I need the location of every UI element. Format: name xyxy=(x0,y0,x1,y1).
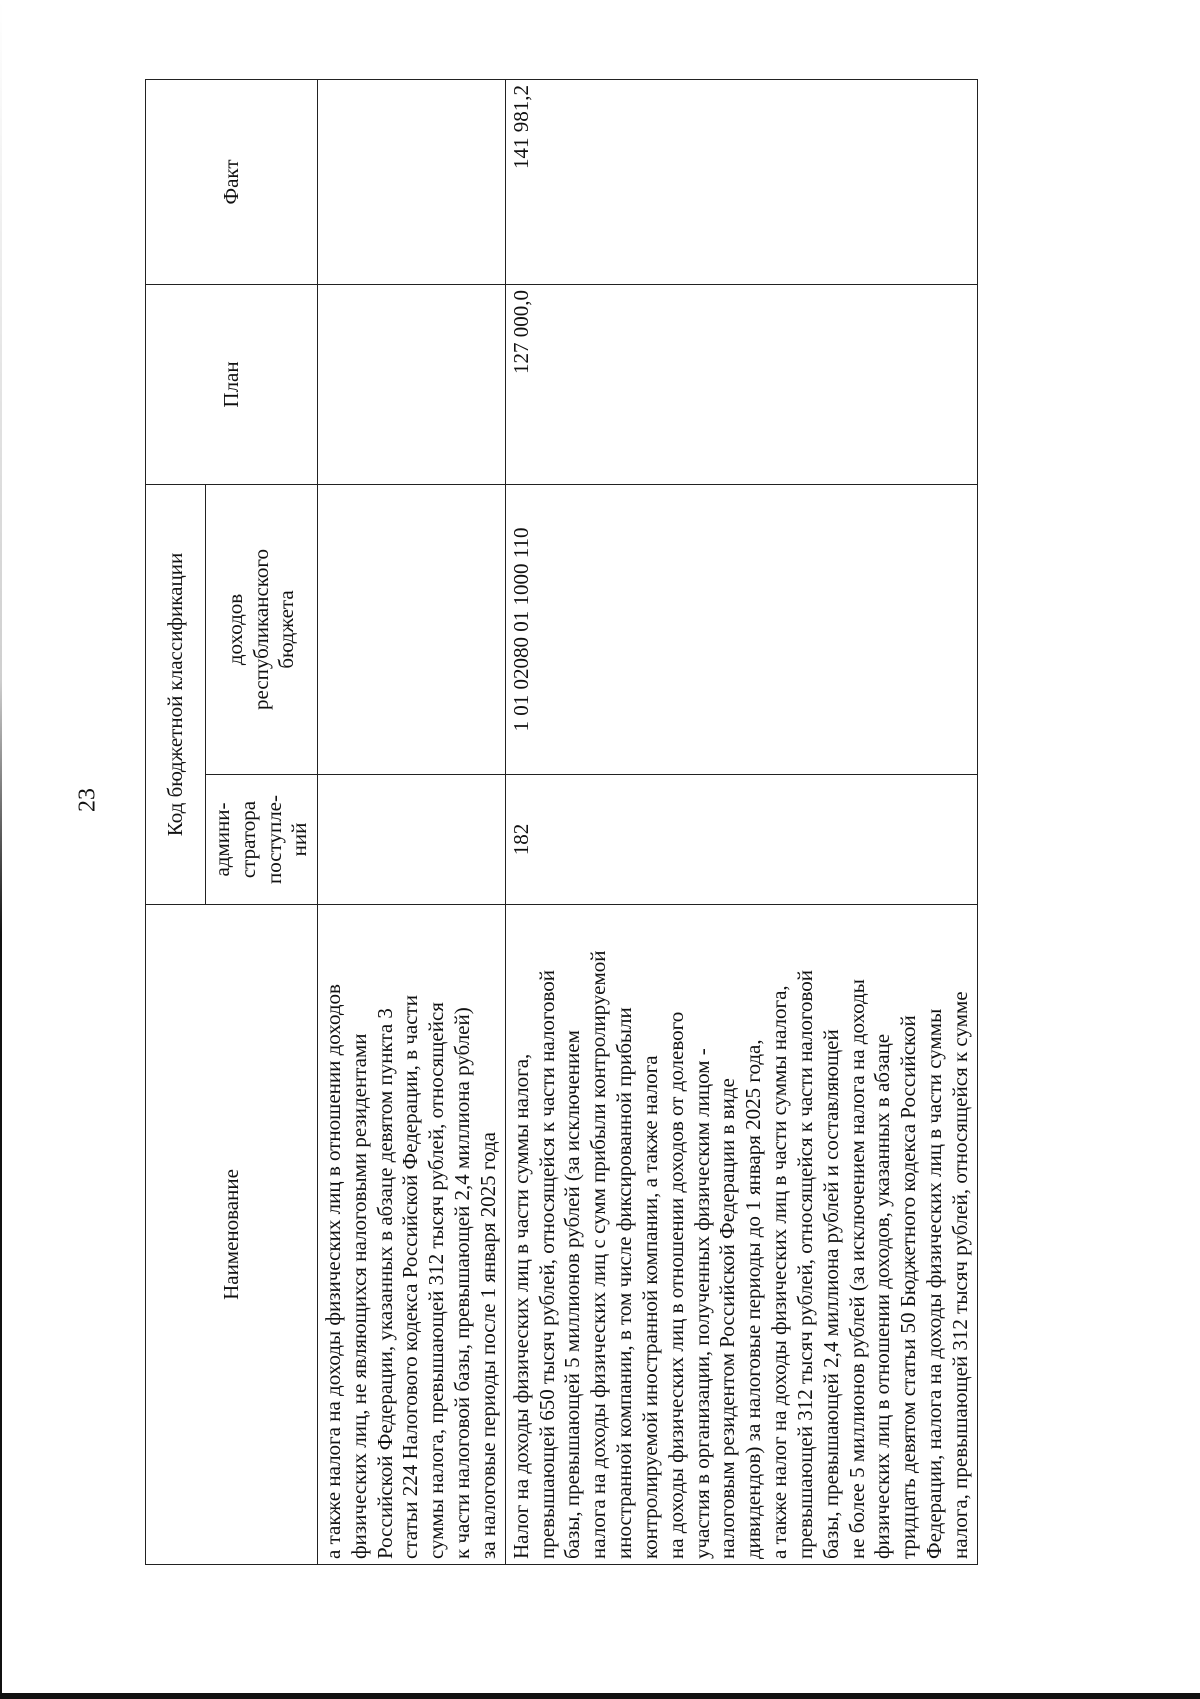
row-income-code: 1 01 02080 01 1000 110 xyxy=(505,484,977,774)
row-name-line: базы, превышающей 2,4 миллиона рублей и составляющей xyxy=(818,1029,843,1559)
table-row xyxy=(318,79,506,1564)
row-name-line: иностранной компании, в том числе фиксированной прибыли xyxy=(612,1007,637,1559)
row-name-line: а также налог на доходы физических лиц в части суммы налога, xyxy=(767,985,792,1559)
row-name-line: базы, превышающей 5 миллионов рублей (за исключением xyxy=(560,1030,585,1559)
header-admin: админи- стратора поступле- ний xyxy=(206,775,318,905)
row-name-line: а также налога на доходы физических лиц в отношении доходов xyxy=(321,984,345,1559)
row-name-line: за налоговые периоды после 1 января 2025 года xyxy=(475,1132,500,1559)
header-name: Наименование xyxy=(146,905,318,1565)
row-name-cell xyxy=(318,905,506,1565)
row-name-line: статьи 224 Налогового кодекса Российской Федерации, в части xyxy=(398,995,423,1559)
row-name-line: налога, превышающей 312 тысяч рублей, относящейся к сумме xyxy=(947,991,972,1559)
row-name-line: тридцать девятом статьи 50 Бюджетного кодекса Российской xyxy=(896,1015,921,1559)
row-income-code xyxy=(318,484,506,774)
row-plan-value xyxy=(318,284,506,484)
row-fact-value xyxy=(318,79,506,284)
budget-revenue-table xyxy=(145,79,978,1565)
rotated-page-content xyxy=(145,80,1080,1565)
row-name-line: Налог на доходы физических лиц в части суммы налога, xyxy=(508,1053,533,1559)
page-number: 23 xyxy=(74,788,101,812)
row-name-line: контролируемой иностранной компании, а также налога xyxy=(637,1055,662,1559)
header-income-code: доходов республиканского бюджета xyxy=(206,484,318,774)
row-name-cell xyxy=(505,905,977,1565)
row-name-line: дивидендов) за налоговые периоды до 1 января 2025 года, xyxy=(741,1039,766,1559)
row-plan-value: 127 000,0 xyxy=(505,284,977,484)
row-name-line: налоговым резидентом Российской Федерации в виде xyxy=(715,1078,740,1559)
header-fact: Факт xyxy=(146,79,318,284)
row-name-line: на доходы физических лиц в отношении доходов от долевого xyxy=(663,1011,688,1559)
row-name-line: не более 5 миллионов рублей (за исключением налога на доходы xyxy=(844,979,869,1559)
row-name-line: участия в организации, полученных физическим лицом - xyxy=(689,1048,714,1559)
row-name-line: физических лиц в отношении доходов, указанных в абзаце xyxy=(870,1033,895,1559)
row-admin-code xyxy=(318,775,506,905)
row-name-line: физических лиц, не являющихся налоговыми резидентами xyxy=(346,1033,371,1559)
row-name-line: суммы налога, превышающей 312 тысяч рублей, относящейся xyxy=(424,1002,449,1559)
table-body xyxy=(318,79,978,1564)
header-code-group: Код бюджетной классификации xyxy=(146,484,206,904)
row-name-line: превышающей 650 тысяч рублей, относящейся к части налоговой xyxy=(534,970,559,1559)
header-plan: План xyxy=(146,284,318,484)
row-admin-code: 182 xyxy=(505,775,977,905)
row-name-line: Федерации, налога на доходы физических лиц в части суммы xyxy=(922,1008,947,1559)
row-name-line: к части налоговой базы, превышающей 2,4 миллиона рублей) xyxy=(450,1007,475,1559)
row-name-line: налога на доходы физических лиц с сумм прибыли контролируемой xyxy=(586,950,611,1559)
row-name-line: Российской Федерации, указанных в абзаце девятом пункта 3 xyxy=(372,1008,397,1559)
table-row xyxy=(505,79,977,1564)
row-fact-value: 141 981,2 xyxy=(505,79,977,284)
row-name-line: превышающей 312 тысяч рублей, относящейся к части налоговой xyxy=(792,970,817,1559)
scan-edge-artifact xyxy=(0,0,2,1699)
scan-bottom-artifact xyxy=(0,1693,1200,1699)
